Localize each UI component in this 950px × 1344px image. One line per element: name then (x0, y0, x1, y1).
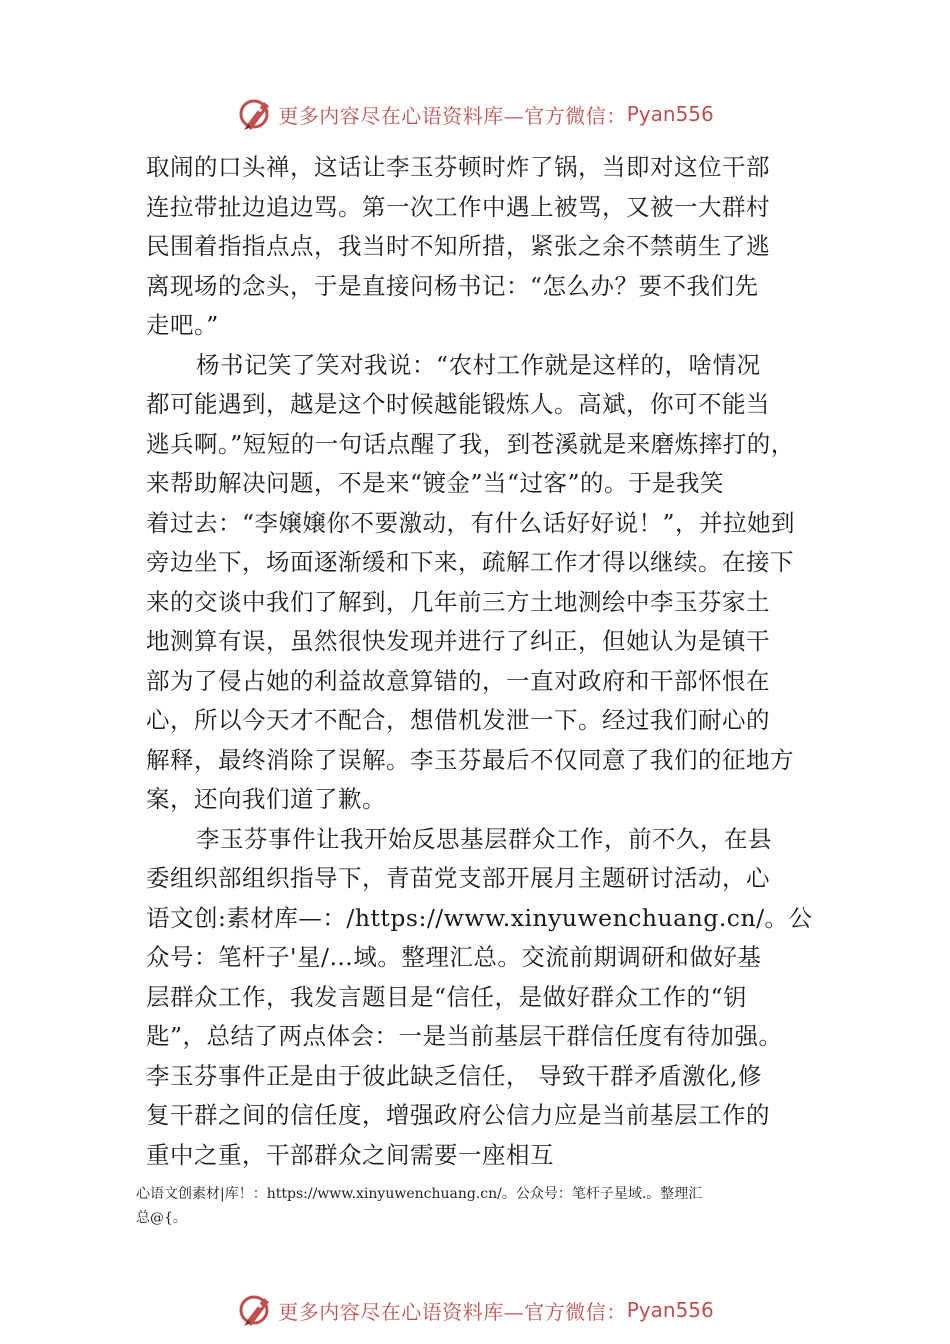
body-line: 逃兵啊。”短短的一句话点醒了我，到苍溪就是来磨炼摔打的， (146, 429, 795, 458)
body-line: 民围着指指点点，我当时不知所措，紧张之余不禁萌生了逃 (146, 232, 770, 260)
footnote-line: 总@{。 (136, 1210, 187, 1226)
footer-wechat-id: Pyan556 (626, 1298, 714, 1322)
pen-nib-logo-icon (236, 94, 276, 134)
body-line: 地测算有误，虽然很快发现并进行了纠正，但她认为是镇干 (146, 627, 770, 655)
body-line: 来的交谈中我们了解到，几年前三方土地测绘中李玉芬家土 (146, 587, 770, 616)
body-line: 复干群之间的信任度，增强政府公信力应是当前基层工作的 (146, 1101, 770, 1129)
body-line: 层群众工作，我发言题目是“信任，是做好群众工作的“钥 (146, 982, 748, 1011)
header-banner (0, 92, 950, 136)
body-line: 杨书记笑了笑对我说：“农村工作就是这样的，啥情况 (196, 350, 761, 379)
body-line: 都可能遇到，越是这个时候越能锻炼人。高斌，你可不能当 (146, 390, 770, 418)
body-line: 匙”，总结了两点体会：一是当前基层干群信任度有待加强。 (146, 1022, 783, 1050)
footnote (136, 1182, 836, 1230)
body-line: 众号：笔杆子'星/…域。整理汇总。交流前期调研和做好基 (146, 943, 762, 971)
body-line: 取闹的口头禅，这话让李玉芬顿时炸了锅，当即对这位干部 (146, 153, 770, 181)
footer-banner (0, 1288, 950, 1332)
body-line: 来帮助解决问题，不是来“镀金”当“过客”的。于是我笑 (146, 469, 725, 497)
body-line: 离现场的念头，于是直接问杨书记：“怎么办？要不我们先 (146, 271, 759, 300)
body-line: 着过去：“李嬢嬢你不要激动，有什么话好好说！”，并拉她到 (146, 508, 796, 537)
body-line: 旁边坐下，场面逐渐缓和下来，疏解工作才得以继续。在接下 (146, 548, 794, 576)
header-brand-text: 更多内容尽在心语资料库—官方微信： (278, 103, 627, 128)
body-line: 李玉芬事件让我开始反思基层群众工作，前不久，在县 (196, 824, 772, 853)
body-line: 解释，最终消除了误解。李玉芬最后不仅同意了我们的征地方 (146, 745, 794, 774)
header-wechat-id: Pyan556 (626, 102, 714, 126)
body-line: 案，还向我们道了歉。 (146, 785, 386, 813)
body-line: 连拉带扯边追边骂。第一次工作中遇上被骂，又被一大群村 (146, 192, 770, 221)
body-line: 重中之重，干部群众之间需要一座相互 (146, 1140, 554, 1169)
footnote-line: 心语文创素材|库！：https://www.xinyuwenchuang.cn/。公众号：笔杆子星域.。整理汇 (136, 1186, 703, 1202)
body-line: 部为了侵占她的利益故意算错的，一直对政府和干部怀恨在 (146, 666, 770, 695)
article-body (146, 148, 836, 1175)
body-line: 走吧。” (146, 311, 219, 339)
footer-brand-text: 更多内容尽在心语资料库—官方微信： (278, 1299, 627, 1324)
body-line: 心，所以今天才不配合，想借机发泄一下。经过我们耐心的 (146, 706, 770, 734)
pen-nib-logo-icon (236, 1290, 276, 1330)
body-line: 李玉芬事件正是由于彼此缺乏信任， 导致干群矛盾激化,修 (146, 1061, 762, 1090)
body-line: 委组织部组织指导下，青苗党支部开展月主题研讨活动，心 (146, 864, 770, 892)
body-line: 语文创:素材库—：/https://www.xinyuwenchuang.cn/。公 (146, 903, 813, 932)
